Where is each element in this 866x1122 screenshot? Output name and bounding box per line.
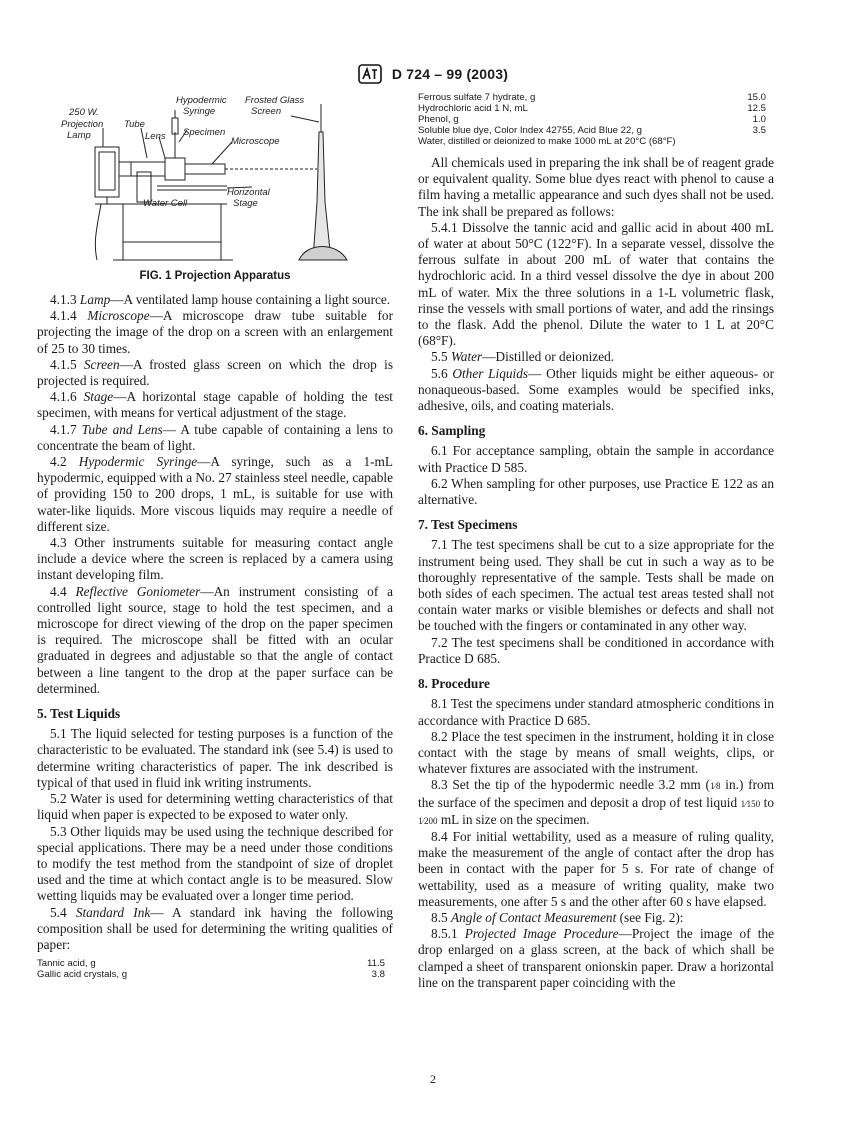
para-5-6: 5.6 Other Liquids— Other liquids might be either aqueous- or nonaqueous-based. Some examples would be specified inks, adhesive, oils, and coating materials.: [418, 365, 775, 414]
composition-value: 11.5: [367, 958, 385, 970]
right-column: [418, 92, 774, 991]
label-screen-1: Frosted Glass: [245, 95, 305, 106]
label-tube: Tube: [124, 119, 145, 130]
para-6-2: 6.2 When sampling for other purposes, use Practice E 122 as an alternative.: [418, 475, 774, 508]
composition-row: [37, 969, 393, 980]
para-6-1: 6.1 For acceptance sampling, obtain the sample in accordance with Practice D 585.: [418, 443, 774, 475]
composition-name: Tannic acid, g: [37, 958, 96, 970]
section-5-heading: 5. Test Liquids: [37, 706, 121, 722]
label-specimen: Specimen: [183, 127, 226, 138]
para-5-2: 5.2 Water is used for determining wetting characteristics of that liquid when paper is expected to be exposed to water only.: [37, 791, 393, 823]
composition-name: Phenol, g: [418, 114, 459, 125]
para-8-1: 8.1 Test the specimens under standard atmospheric conditions in accordance with Practice D 685.: [418, 696, 774, 728]
para-8-4: 8.4 For initial wettability, used as a measure of ruling quality, make the measurement of the angle of contact after the drop has been in contact with the paper for 5 s. For rate of change of wettability, used as a measure of writing quality, make two measurements, one after 5 s and the other after 60 s have elapsed.: [418, 828, 774, 909]
para-5-4-1: 5.4.1 Dissolve the tannic acid and gallic acid in about 400 mL of water at about 50°C (122°F). In a separate vessel, dissolve the ferrous sulfate in about 200 mL of water that contains the hydrochloric acid. In a third vessel dissolve the dye in about 200 mL of water. Mix the three solutions in a 1-L volumetric flask, rinse the vessels with small portions of water, and add the rinsings to the flask. Add the phenol. Dilute the water to 1 L at 20°C (68°F).: [418, 219, 774, 349]
composition-value: [714, 136, 774, 147]
label-lamp-power: 250 W.: [69, 107, 99, 118]
para-8-3: 8.3 Set the tip of the hypodermic needle 3.2 mm (1⁄8 in.) from the surface of the specimen and deposit a drop of test liquid 1⁄150 to 1⁄200 mL in size on the specimen.: [418, 777, 775, 827]
para-5-3: 5.3 Other liquids may be used using the technique described for special applications. There may be a need under those conditions to modify the test method from the standpoint of size of droplet used and the time at which contact angle is to be measured. Slow wetting liquids may be evaluated over a longer time period.: [37, 823, 393, 904]
composition-name: Ferrous sulfate 7 hydrate, g: [418, 92, 536, 103]
para-7-1: 7.1 The test specimens shall be cut to a size appropriate for the instrument being used. They shall be cut in such a way as to be thoroughly representative of the sample. Tests shall be made on both sides of each specimen. The actual test areas tested shall not contain water marks or visible blemishes or defects and shall not be touched with the fingers or contaminated in any other way.: [418, 537, 774, 634]
ink-composition-table-part-2: [418, 92, 774, 147]
page-header: [0, 64, 866, 84]
para-7-2: 7.2 The test specimens shall be conditioned in accordance with Practice D 685.: [418, 634, 774, 666]
composition-value: 3.8: [371, 969, 385, 981]
composition-row: [418, 114, 774, 125]
standard-designation: D 724 – 99 (2003): [391, 66, 509, 82]
composition-name: Gallic acid crystals, g: [37, 969, 128, 981]
section-6-heading: 6. Sampling: [418, 423, 486, 439]
para-4-3: 4.3 Other instruments suitable for measuring contact angle include a device where the screen is replaced by a camera using instant developing film.: [37, 535, 393, 583]
label-stage-1: Horizontal: [227, 187, 270, 198]
composition-row: [418, 92, 774, 103]
composition-row: [418, 136, 774, 147]
astm-logo-icon: [358, 64, 382, 84]
section-7-heading: 7. Test Specimens: [418, 517, 518, 533]
para-4-1-4: 4.1.4 Microscope—A microscope draw tube suitable for projecting the image of the drop on a screen with an enlargement of 25 to 30 times.: [37, 308, 394, 356]
figure-1: [37, 92, 393, 282]
para-5-1: 5.1 The liquid selected for testing purposes is a function of the characteristic to be evaluated. The standard ink (see 5.4) is used to determine writing characteristics of paper. The ink described is typical of that used in fluid ink writing instruments.: [37, 726, 393, 790]
composition-value: 12.5: [747, 103, 766, 114]
label-microscope: Microscope: [231, 136, 280, 147]
composition-row: [418, 125, 774, 136]
label-lamp-name-1: Projection: [61, 119, 104, 130]
para-4-1-3: 4.1.3 Lamp—A ventilated lamp house containing a light source.: [50, 292, 391, 307]
para-5-4-continued: All chemicals used in preparing the ink shall be of reagent grade or equivalent quality. Some blue dyes react with phenol to cause a film having a metallic appearance and such dyes shall not be used. The ink shall be prepared as follows:: [418, 155, 775, 219]
para-4-1-5: 4.1.5 Screen—A frosted glass screen on which the drop is projected is required.: [37, 356, 393, 389]
label-stage-2: Stage: [233, 198, 258, 209]
para-4-1-7: 4.1.7 Tube and Lens— A tube capable of containing a lens to concentrate the beam of light.: [37, 421, 394, 453]
para-8-5-1: 8.5.1 Projected Image Procedure—Project the image of the drop enlarged on a glass screen, at the back of which shall be clamped a sheet of transparent onionskin paper. Draw a horizontal line on the transparent paper coinciding with the: [418, 926, 774, 990]
composition-row: [418, 103, 774, 114]
composition-name: Soluble blue dye, Color Index 42755, Acid Blue 22, g: [418, 125, 643, 136]
label-screen-2: Screen: [251, 106, 282, 117]
composition-name: Hydrochloric acid 1 N, mL: [418, 103, 528, 114]
page-number: 2: [430, 1072, 436, 1086]
composition-row: [37, 958, 393, 969]
composition-value: 1.0: [752, 114, 766, 125]
para-4-2: 4.2 Hypodermic Syringe—A syringe, such as a 1-mL hypodermic, equipped with a No. 27 stainless steel needle, capable of providing 150 to 200 drops, 1 mL, is suitable for use with water-like liquids. More viscous liquids may require a needle of different size.: [37, 454, 394, 534]
label-syringe-2: Syringe: [183, 106, 216, 117]
label-syringe-1: Hypodermic: [176, 95, 227, 106]
para-5-4: 5.4 Standard Ink— A standard ink having the following composition shall be used for determining the writing qualities of paper:: [37, 904, 393, 952]
para-8-2: 8.2 Place the test specimen in the instrument, holding it in close contact with the stage by means of small weights, clips, or whatever fixtures are associated with the instrument.: [418, 728, 774, 777]
para-8-5: 8.5 Angle of Contact Measurement (see Fig. 2):: [431, 909, 684, 925]
figure-1-caption: FIG. 1 Projection Apparatus: [139, 270, 291, 282]
para-5-5: 5.5 Water—Distilled or deionized.: [431, 349, 615, 365]
label-lamp-name-2: Lamp: [67, 130, 91, 141]
left-column: [37, 92, 393, 980]
label-lens: Lens: [145, 131, 166, 142]
composition-value: 3.5: [752, 125, 766, 136]
label-water-cell: Water Cell: [143, 198, 188, 209]
para-4-4: 4.4 Reflective Goniometer—An instrument consisting of a controlled light source, stage to hold the test specimen, and a microscope for direct viewing of the drop on the paper specimen is required. The microscope shall be fitted with an ocular graduated in degrees and adjustable so that the angle of contact between a line tangent to the drop at the paper surface can be determined.: [37, 583, 393, 696]
ink-composition-table-part-1: [37, 958, 393, 980]
composition-value: 15.0: [747, 92, 766, 103]
section-8-heading: 8. Procedure: [418, 676, 490, 692]
composition-name: Water, distilled or deionized to make 1000 mL at 20°C (68°F): [418, 136, 676, 147]
para-4-1-6: 4.1.6 Stage—A horizontal stage capable of holding the test specimen, with means for vertical adjustment of the stage.: [37, 389, 393, 421]
